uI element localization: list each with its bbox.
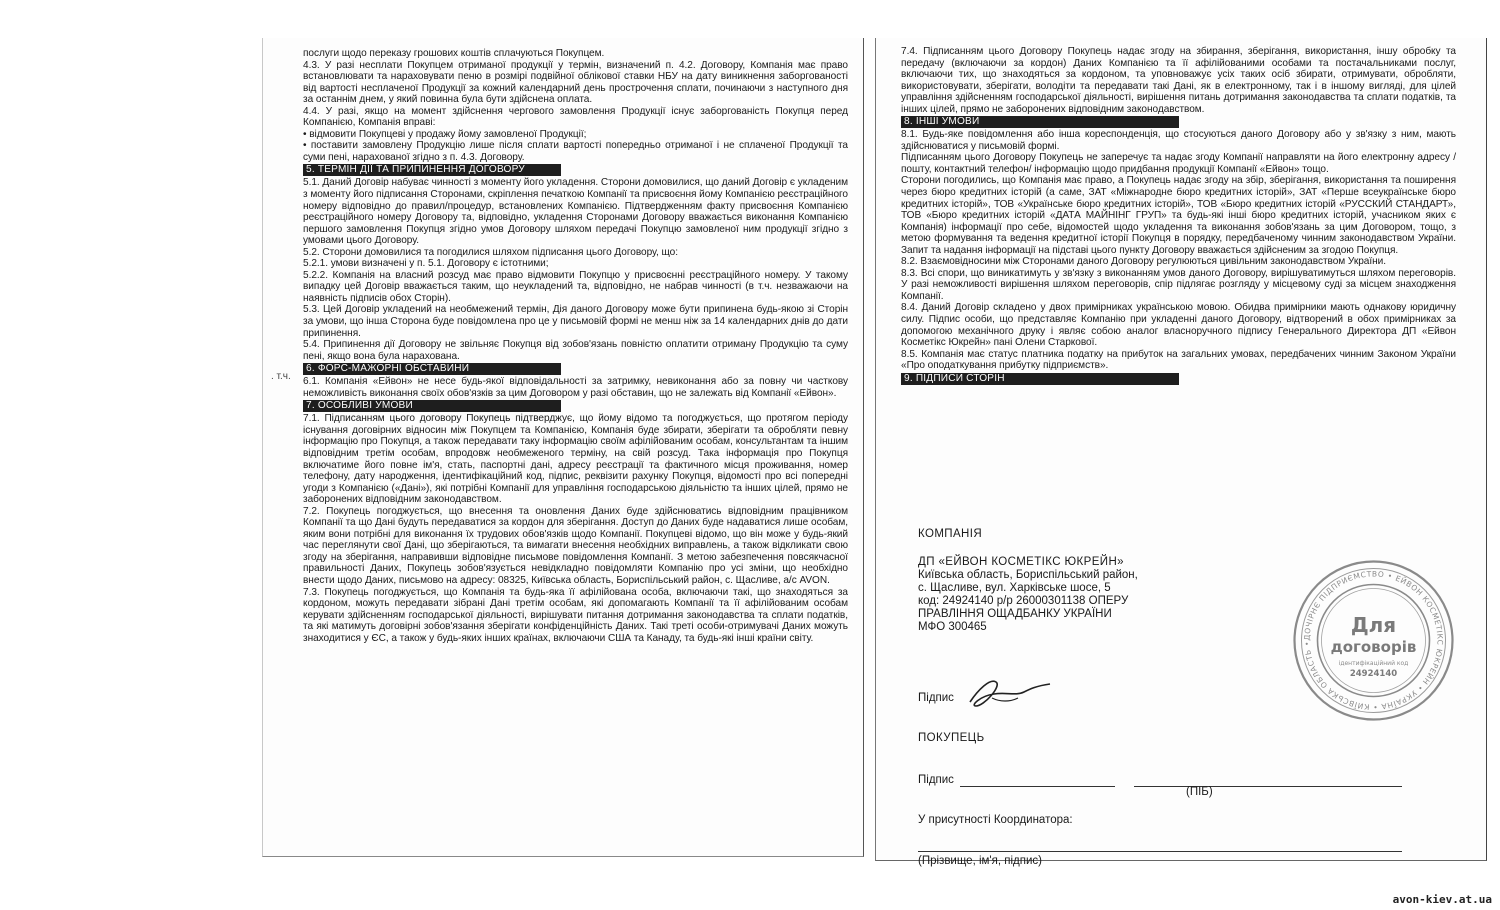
pib-caption: (ПІБ) bbox=[1186, 786, 1213, 798]
address-line: Київська область, Бориспільський район, bbox=[918, 569, 1138, 581]
section-heading: 5. ТЕРМІН ДІЇ ТА ПРИПИНЕННЯ ДОГОВОРУ bbox=[303, 164, 561, 176]
svg-text:ДОЧІРНЄ ПІДПРИЄМСТВО • ЕЙВОН К: ДОЧІРНЄ ПІДПРИЄМСТВО • ЕЙВОН КОСМЕТІКС ЮКРЕЙН • УКРАЇНА • КИЇВСЬКА ОБЛАСТЬ • bbox=[1302, 569, 1445, 712]
buyer-signature-label: Підпис bbox=[918, 774, 954, 786]
coordinator-line[interactable] bbox=[918, 851, 1402, 852]
clause-paragraph: 4.4. У разі, якщо на момент здійснення чергового замовлення Продукції існує заборгованість Покупця перед Компанією, Компанія вправі: bbox=[303, 105, 848, 129]
coordinator-caption: (Прізвище, ім'я, підпис) bbox=[918, 855, 1042, 867]
clause-paragraph: 7.4. Підписанням цього Договору Покупець надає згоду на збирання, зберігання, використання, іншу обробку та передачу (включаючи за кордон) Даних Компанією та її афілійованими особами та постачальниками послуг, включаючи тих, що знаходяться за кордоном, та уповноважує усіх таких осіб збирати, отримувати, обробляти, використовувати, зберігати, володіти та передавати такі Дані, як в електронному, так і в іншому вигляді, для цілей управління здійсненням господарської діяльності, вирішення питань дотримання законодавства та сплати податків, та інших цілей, прямо не заборонених відповідним законодавством. bbox=[901, 46, 1456, 115]
clause-paragraph: 5.1. Даний Договір набуває чинності з моменту його укладення. Сторони домовилися, що даний Договір є укладеним з моменту його підписання Сторонами, скріплення печаткою Компанії та присвоєння йому Компанією реєстраційного номеру відповідно до правил/процедур, встановлених Компанією. Підтвердженням факту присвоєння Компанією реєстраційного номеру Договору та, відповідно, укладення Сторонами Договору вважається виконання Компанією першого замовлення Покупця згідно умов Договору шляхом передачі Покупцю замовленої ним продукції згідно з умовами цього Договору. bbox=[303, 177, 849, 247]
clause-paragraph: 5.2.1. умови визначені у п. 5.1. Договору є істотними; bbox=[303, 258, 549, 270]
clause-paragraph: 5.2. Сторони домовилися та погодилися шляхом підписання цього Договору, що: bbox=[303, 246, 678, 258]
clause-paragraph: 7.3. Покупець погоджується, що Компанія та будь-яка її афілійована особа, включаючи такі, що знаходяться за кордоном, можуть передавати зібрані Дані третім особам, які допомагають Компанії та її афілійованим особам керувати здійсненням господарської діяльності, вирішувати питання дотримання законодавства та сплати податків, та які матимуть договірні зобов'язання зберігати конфіденційність Даних. Такі треті особи-отримувачі Даних можуть знаходитися у ЄС, а також у будь-яких інших країнах, включаючи США та Канаду, та будь-які інші країни світу. bbox=[303, 586, 848, 644]
clause-paragraph: 8.4. Даний Договір складено у двох примірниках українською мовою. Обидва примірники мають однакову юридичну силу. Підпис особи, що представляє Компанію при укладенні даного Договору, відтворений в обох примірниках за допомогою механічного друку і являє собою аналог власноручного підпису Генерального Директора ДП «Ейвон Косметікс Юкрейн» пані Олени Старкової. bbox=[901, 302, 1456, 349]
stamp-sub-text: договорів bbox=[1330, 638, 1417, 656]
clause-paragraph: • відмовити Покупцеві у продажу йому замовленої Продукції; bbox=[303, 128, 587, 140]
left-column bbox=[303, 48, 848, 644]
company-name: ДП «ЕЙВОН КОСМЕТІКС ЮКРЕЙН» bbox=[918, 556, 1124, 568]
stray-mark: . т.ч. bbox=[271, 371, 291, 382]
clause-paragraph: 8.5. Компанія має статус платника податку на прибуток на загальних умовах, передбачених чинним Законом України «Про оподаткування прибутку підприємств». bbox=[901, 348, 1456, 372]
clause-paragraph: послуги щодо переказу грошових коштів сплачуються Покупцем. bbox=[303, 48, 605, 59]
stamp-main-text: Для bbox=[1350, 613, 1397, 637]
clause-paragraph: Підписанням цього Договору Покупець не заперечує та надає згоду Компанії направляти на його електронну адресу /пошту, контактний телефон/ інформацію щодо придбання продукції Компанії «Ейвон» тощо. bbox=[901, 152, 1456, 175]
clause-paragraph: 8.2. Взаємовідносини між Сторонами даного Договору регулюються цивільним законодавством України. bbox=[901, 256, 1386, 268]
stamp-code: 24924140 bbox=[1349, 669, 1398, 679]
clause-paragraph: 4.3. У разі несплати Покупцем отриманої продукції у термін, визначений п. 4.2. Договору, Компанія має право встановлювати та нараховувати пеню в розмірі подвійної облікової ставки НБУ на дату виникнення заборгованості від вартості несплаченої Продукції за кожний календарний день прострочення сплати, починаючи з наступного дня за останнім днем, у який повинна була бути здійснена оплата. bbox=[303, 59, 848, 106]
stamp-code-label: ідентифікаційний код bbox=[1338, 660, 1409, 667]
company-address bbox=[918, 569, 1178, 634]
clause-paragraph: 5.2.2. Компанія на власний розсуд має право відмовити Покупцю у присвоєнні реєстраційного номеру. У такому випадку цей Договір вважається таким, що неукладений та, відповідно, не набрав чинності (в т.ч. незважаючи на наявність підписів обох Сторін). bbox=[303, 269, 848, 304]
coordinator-label: У присутності Координатора: bbox=[918, 814, 1073, 826]
address-line: МФО 300465 bbox=[918, 621, 987, 633]
address-line: код: 24924140 р/р 26000301138 ОПЕРУ bbox=[918, 595, 1129, 607]
buyer-name-line[interactable] bbox=[1134, 786, 1402, 787]
company-stamp bbox=[1291, 558, 1456, 723]
clause-paragraph: 8.1. Будь-яке повідомлення або інша кореспонденція, що стосуються даного Договору або у зв'язку з ним, мають здійснюватися у письмовій формі. bbox=[901, 129, 1456, 152]
site-watermark: avon-kiev.at.ua bbox=[1392, 893, 1492, 906]
clause-paragraph: 8.3. Всі спори, що виникатимуть у зв'язку з виконанням умов даного Договору, вирішуватимуться шляхом переговорів. У разі неможливості вирішення шляхом переговорів, спір підлягає розгляду у місцевому суді за місцем знаходження Компанії. bbox=[901, 267, 1456, 302]
company-signature-label: Підпис bbox=[918, 692, 954, 704]
clause-paragraph: 7.1. Підписанням цього договору Покупець підтверджує, що йому відомо та погоджується, що протягом періоду існування договірних відносин між Покупцем та Компанією, Компанія буде збирати, зберігати та обробляти певну інформацію про Покупця, а також передавати таку інформацію своїм афілійованим особам, консультантам та іншим відповідним третім особам, впродовж необмеженого терміну, на свій розсуд. Така інформація про Покупця включатиме його повне ім'я, стать, паспортні дані, адресу реєстрації та фактичного місця проживання, номер телефону, дату народження, ідентифікаційний код, підпис, реквізити рахунку Покупця, відомості про всі попередні угоди з Компанією («Дані»), які потрібні Компанії для управління господарською діяльністю та інших цілей, прямо не заборонених відповідним законодавством. bbox=[303, 413, 848, 506]
left-page bbox=[262, 38, 864, 857]
section-heading: 8. ІНШІ УМОВИ bbox=[901, 116, 1179, 128]
clause-paragraph: Сторони погодились, що Компанія має право, а Покупець надає згоду на збір, зберігання, використання та поширення через бюро кредитних історій (а саме, ЗАТ «Міжнародне бюро кредитних історій», ЗАТ «Перше всеукраїнське бюро кредитних історій», ТОВ «Українське бюро кредитних історій», ТОВ «Бюро кредитних історій «РУССКИЙ СТАНДАРТ», ТОВ «Бюро кредитних історій «ДАТА МАЙНІНГ ГРУП» та будь-які інші бюро кредитних історій, учасником яких є Компанія) інформації про себе, відомостей щодо укладення та виконання зобов'язань за цим Договором, тощо, з метою формування та ведення кредитної історії Покупця в порядку, передбаченому чинним законодавством України. Запит та надання інформації на підставі цього пункту Договору вважається здійсненим за згодою Покупця. bbox=[901, 175, 1456, 256]
right-column bbox=[901, 46, 1456, 386]
company-signature-scribble bbox=[966, 672, 1056, 712]
address-line: с. Щасливе, вул. Харківське шосе, 5 bbox=[918, 582, 1111, 594]
section-heading: 7. ОСОБЛИВІ УМОВИ bbox=[303, 400, 561, 412]
company-label: КОМПАНІЯ bbox=[918, 528, 983, 540]
section-heading: 9. ПІДПИСИ СТОРІН bbox=[901, 373, 1179, 385]
clause-paragraph: 5.3. Цей Договір укладений на необмежений термін, Дія даного Договору може бути припинена будь-якою зі Сторін за умови, що інша Сторона буде повідомлена про це у письмовій формі не менш ніж за 14 календарних днів до дати припинення. bbox=[303, 304, 848, 339]
address-line: ПРАВЛІННЯ ОЩАДБАНКУ УКРАЇНИ bbox=[918, 608, 1112, 620]
clause-paragraph: 7.2. Покупець погоджується, що внесення та оновлення Даних буде здійснюватись відповідним працівником Компанії та що Дані будуть передаватися за кордон для зберігання. Доступ до Даних буде надаватися лише особам, яким вони потрібні для виконання їх трудових обов'язків щодо Компанії. Покупцеві відомо, що він може у будь-який час переглянути свої Дані, що зберігаються, та вимагати внесення необхідних виправлень, а також відкликати свою згоду на зберігання, направивши відповідне письмове повідомлення Компанії. З метою забезпечення повсякчасної правильності Даних, Покупець зобов'язується невідкладно повідомляти Компанію про усі зміни, що необхідно внести щодо Даних, письмово на адресу: 08325, Київська область, Бориспільський район, с. Щасливе, а/с AVON. bbox=[303, 505, 848, 586]
clause-paragraph: 5.4. Припинення дії Договору не звільняє Покупця від зобов'язань повністю оплатити отриману Продукцію та суму пені, якщо вона була нарахована. bbox=[303, 339, 848, 362]
right-page bbox=[875, 38, 1487, 867]
buyer-label: ПОКУПЕЦЬ bbox=[918, 732, 985, 744]
section-heading: 6. ФОРС-МАЖОРНІ ОБСТАВИНИ bbox=[303, 363, 561, 375]
clause-paragraph: 6.1. Компанія «Ейвон» не несе будь-якої відповідальності за затримку, невиконання або за повну чи часткову неможливість виконання своїх обов'язків за цим Договором у разі обставин, що не залежать від Компанії «Ейвон». bbox=[303, 376, 848, 399]
buyer-signature-line[interactable] bbox=[960, 786, 1115, 787]
clause-paragraph: • поставити замовлену Продукцію лише після сплати вартості попередньо отриманої і не сплаченої Продукції та суми пені, нарахованої згідно з п. 4.3. Договору. bbox=[303, 140, 848, 163]
